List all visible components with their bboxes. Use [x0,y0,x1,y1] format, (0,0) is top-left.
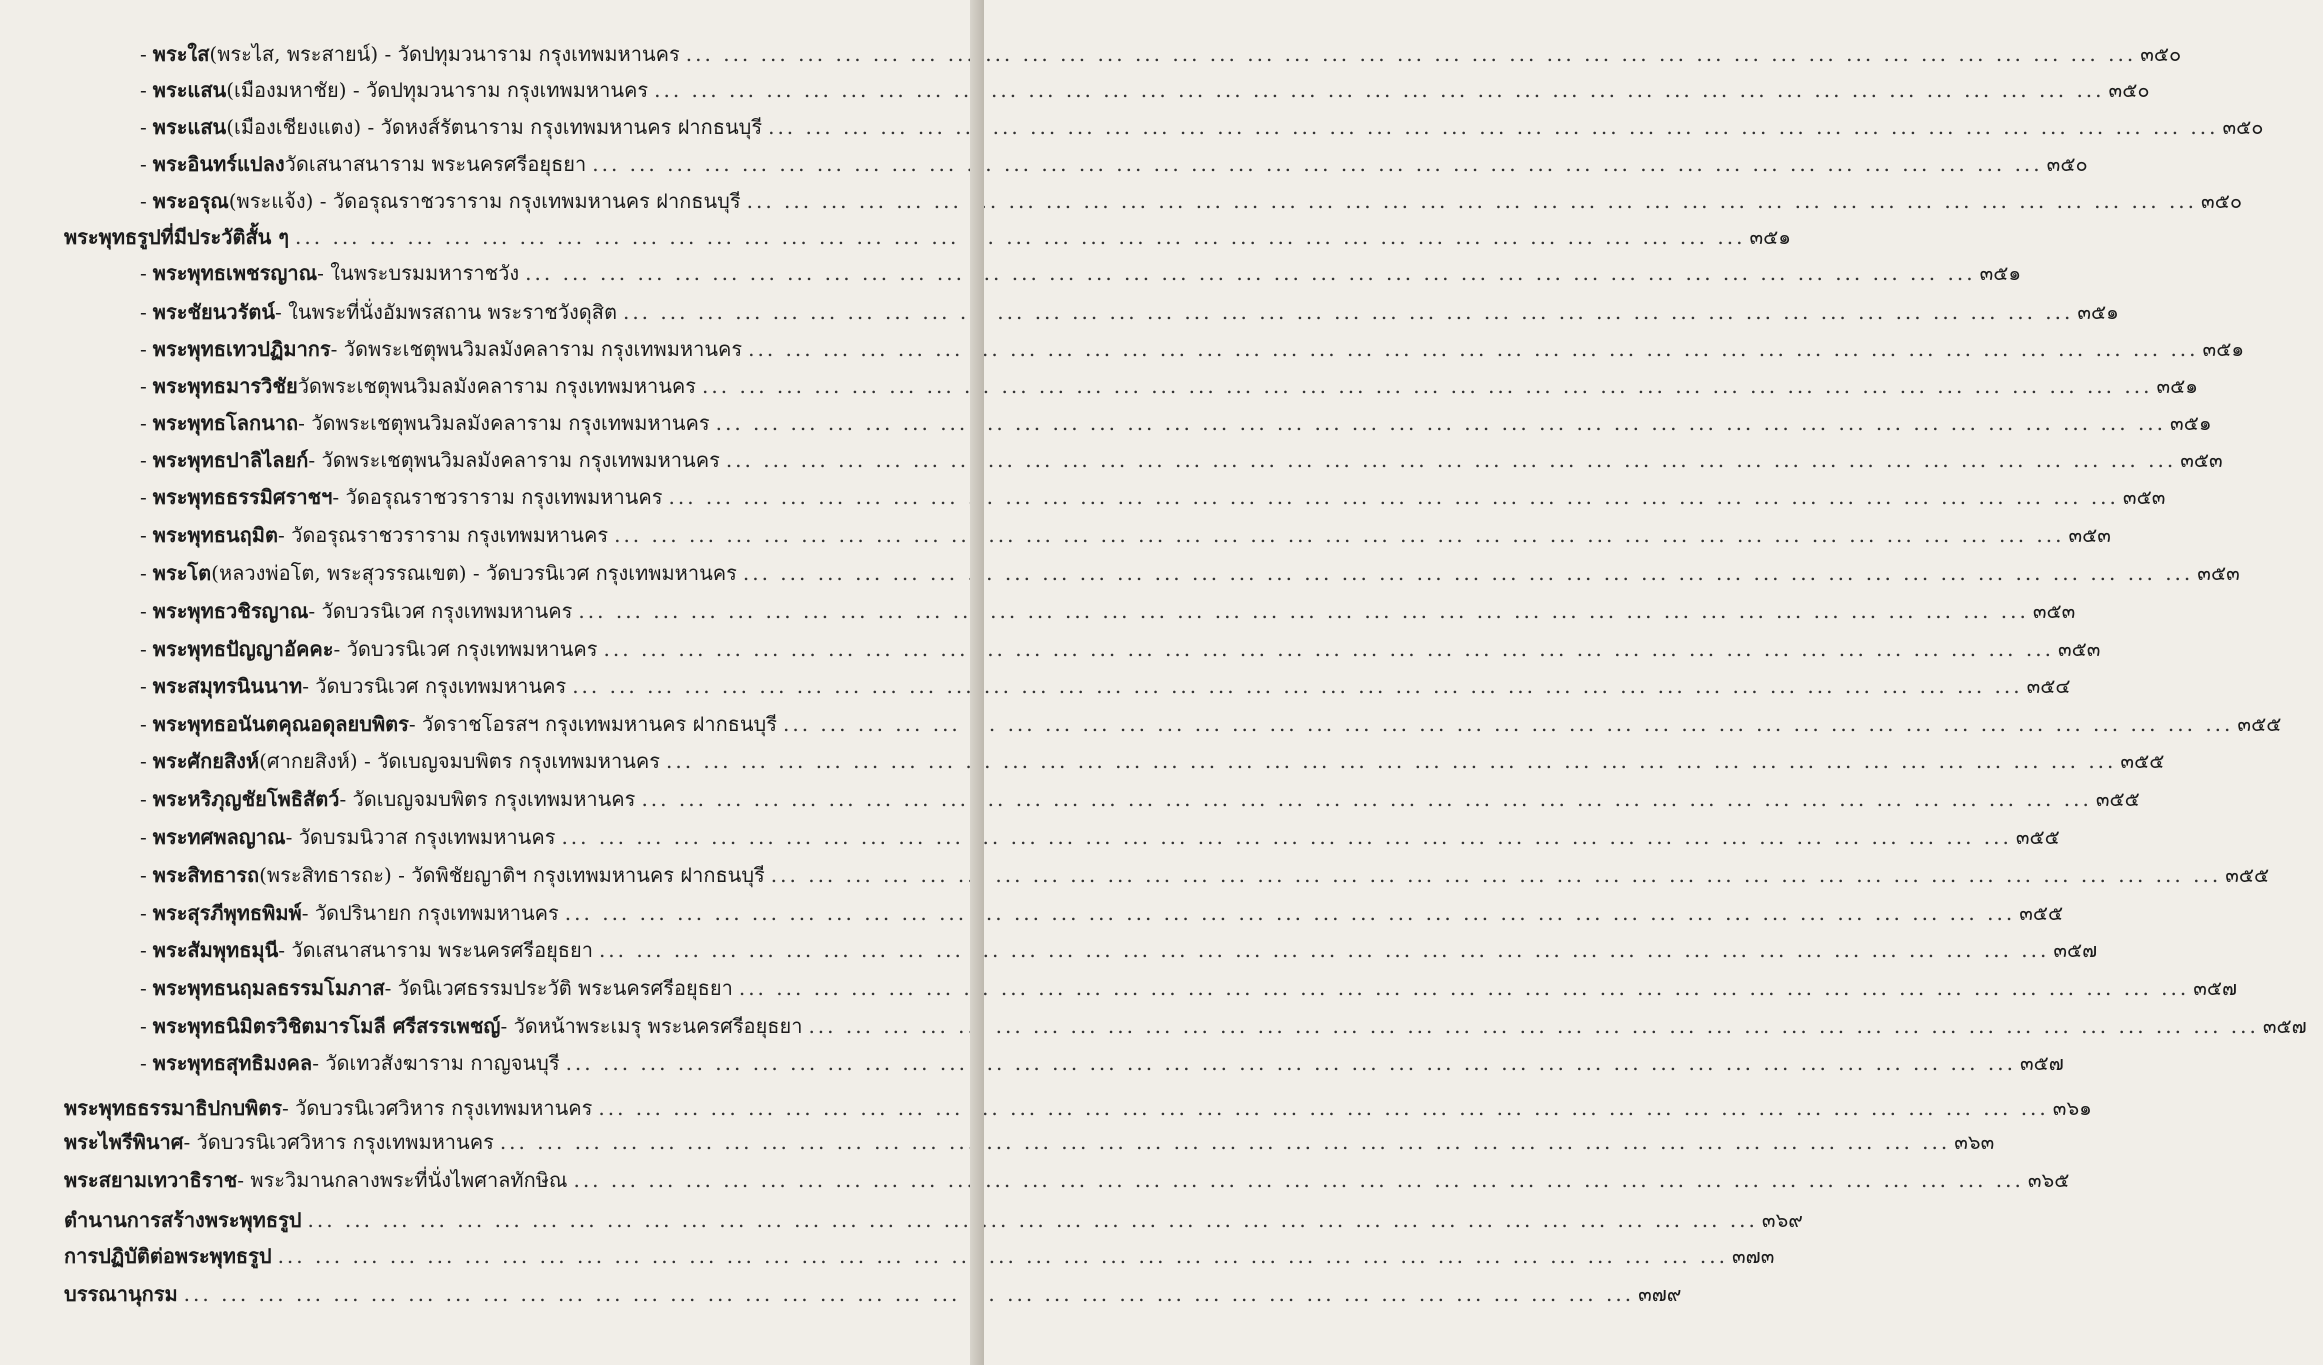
entry-title: พระพุทธวชิรญาณ [152,599,309,623]
bullet-dash: - [140,42,147,66]
dot-leader [716,411,2166,435]
toc-entry[interactable] [0,255,2022,291]
toc-entry[interactable] [0,517,2111,553]
toc-entry[interactable] [0,479,2166,515]
entry-location: (ศากยสิงห์) - วัดเบญจมบพิตร กรุงเทพมหานคร [259,749,660,773]
toc-entry[interactable] [0,781,2140,817]
entry-location: วัดพระเชตุพนวิมลมังคลาราม กรุงเทพมหานคร [297,374,697,398]
toc-entry[interactable] [0,1162,2070,1198]
page-number: ๓๕๕ [2120,749,2165,773]
entry-location: - วัดพระเชตุพนวิมลมังคลาราม กรุงเทพมหานคร [330,337,743,361]
page-number: ๓๕๑ [1979,261,2022,285]
entry-title: พระพุทธสุทธิมงคล [152,1051,313,1075]
page-number: ๓๕๑ [2202,337,2245,361]
page-number: ๓๕๗ [2053,938,2098,962]
page-number: ๓๕๑ [2077,300,2119,324]
page-number: ๓๕๓ [2057,637,2101,661]
dot-leader [686,42,2136,66]
dot-leader [748,337,2198,361]
toc-entry[interactable] [0,932,2098,968]
entry-title: พระสมุทรนินนาท [152,674,303,698]
toc-entry[interactable] [0,668,2071,704]
dot-leader [654,78,2104,102]
entry-title: พระทศพลญาณ [152,825,286,849]
toc-entry[interactable] [0,183,2243,219]
dot-leader [592,152,2042,176]
entry-title: พระไพรีพินาศ [64,1130,184,1154]
bullet-dash: - [140,599,147,623]
dot-leader [573,1168,2023,1192]
entry-location: (พระไส, พระสายน์) - วัดปทุมวนาราม กรุงเทพมหานคร [209,42,680,66]
page-number: ๓๕๓ [2197,561,2240,585]
entry-title: พระอินทร์แปลง [152,152,285,176]
entry-location: - วัดเบญจมบพิตร กรุงเทพมหานคร [339,787,636,811]
dot-leader [743,561,2193,585]
bullet-dash: - [140,523,147,547]
toc-entry[interactable] [0,1276,1682,1312]
dot-leader [668,485,2118,509]
entry-title: พระอรุณ [152,189,229,213]
toc-entry[interactable] [0,36,2182,72]
toc-entry[interactable] [0,368,2198,404]
entry-title: พระแสน [152,78,227,102]
toc-entry[interactable] [0,970,2238,1006]
entry-title: พระพุทธธรรมาธิปกบพิตร [64,1096,282,1120]
entry-title: พระพุทธโลกนาถ [152,411,299,435]
bullet-dash: - [140,411,147,435]
entry-location: - วัดบรมนิวาส กรุงเทพมหานคร [285,825,556,849]
entry-location: (พระแจ้ง) - วัดอรุณราชวราราม กรุงเทพมหานคร ฝากธนบุรี [228,189,741,213]
page-number: ๓๕๗ [2262,1014,2307,1038]
entry-location: - พระวิมานกลางพระที่นั่งไพศาลทักษิณ [237,1168,568,1192]
bullet-dash: - [140,485,147,509]
dot-leader [614,523,2064,547]
entry-location: (หลวงพ่อโต, พระสุวรรณเขต) - วัดบวรนิเวศ กรุงเทพมหานคร [211,561,737,585]
entry-location: - วัดหน้าพระเมรุ พระนครศรีอยุธยา [500,1014,803,1038]
entry-title: พระโต [152,561,212,585]
page-number: ๓๕๕ [2237,712,2282,736]
dot-leader [641,787,2091,811]
page-number: ๓๖๙ [1761,1208,1803,1232]
toc-entry[interactable] [0,1202,1803,1238]
page-number: ๓๕๓ [2180,448,2223,472]
entry-location: - วัดอรุณราชวราราม กรุงเทพมหานคร [277,523,609,547]
entry-title: พระศักยสิงห์ [152,749,260,773]
dot-leader [604,637,2054,661]
bullet-dash: - [140,787,147,811]
toc-entry[interactable] [0,555,2240,591]
dot-leader [500,1130,1950,1154]
dot-leader [747,189,2197,213]
toc-entry[interactable] [0,405,2212,441]
dot-leader [771,863,2221,887]
dot-leader [566,1051,2016,1075]
dot-leader [808,1014,2258,1038]
dot-leader [308,1208,1758,1232]
page-number: ๓๕๕ [2095,787,2140,811]
bullet-dash: - [140,825,147,849]
bullet-dash: - [140,337,147,361]
entry-location: (พระสิทธารถะ) - วัดพิชัยญาติฯ กรุงเทพมหานคร ฝากธนบุรี [259,863,765,887]
toc-entry[interactable] [0,72,2150,108]
dot-leader [739,976,2189,1000]
entry-location: - วัดบวรนิเวศ กรุงเทพมหานคร [302,674,567,698]
dot-leader [184,1282,1634,1306]
dot-leader [598,1096,2048,1120]
dot-leader [702,374,2152,398]
toc-entry[interactable] [0,743,2165,779]
bullet-dash: - [140,712,147,736]
bullet-dash: - [140,901,147,925]
toc-entry[interactable] [0,219,1791,255]
bullet-dash: - [140,189,147,213]
entry-title: พระพุทธปาลิไลยก์ [152,448,309,472]
page-number: ๓๗๙ [1638,1282,1682,1306]
entry-title: พระแสน [152,115,227,139]
dot-leader [561,825,2011,849]
toc-entry[interactable] [0,631,2101,667]
page-number: ๓๕๕ [2225,863,2270,887]
bullet-dash: - [140,561,147,585]
page-number: ๓๕๗ [2193,976,2238,1000]
entry-title: พระสยามเทวาธิราช [64,1168,238,1192]
entry-title: พระพุทธธรรมิศราชฯ [152,485,333,509]
dot-leader [578,599,2028,623]
entry-location: - วัดอรุณราชวราราม กรุงเทพมหานคร [332,485,663,509]
entry-location: - ในพระที่นั่งอัมพรสถาน พระราชวังดุสิต [275,300,617,324]
entry-title: พระพุทธอนันตคุณอดุลยบพิตร [152,712,409,736]
bullet-dash: - [140,448,147,472]
entry-title: พระสุรภีพุทธพิมพ์ [152,901,302,925]
bullet-dash: - [140,115,147,139]
page-number: ๓๖๑ [2052,1096,2092,1120]
bullet-dash: - [140,78,147,102]
entry-title: บรรณานุกรม [64,1282,178,1306]
page-number: ๓๕๔ [2026,674,2071,698]
dot-leader [666,749,2116,773]
toc-entry[interactable] [0,442,2223,478]
entry-title: พระชัยนวรัตน์ [152,300,276,324]
entry-location: - วัดบวรนิเวศวิหาร กรุงเทพมหานคร [183,1130,494,1154]
toc-entry[interactable] [0,1008,2307,1044]
entry-location: - วัดพระเชตุพนวิมลมังคลาราม กรุงเทพมหานคร [308,448,720,472]
entry-title: พระพุทธนิมิตรวิชิตมารโมลี ศรีสรรเพชญ์ [152,1014,501,1038]
toc-entry[interactable] [0,593,2076,629]
entry-location: วัดเสนาสนาราม พระนครศรีอยุธยา [284,152,587,176]
toc-entry[interactable] [0,819,2060,855]
page-number: ๓๕๐ [2140,42,2182,66]
page-number: ๓๕๑ [2156,374,2198,398]
entry-location: - วัดปรินายก กรุงเทพมหานคร [301,901,559,925]
toc-entry[interactable] [0,294,2119,330]
bullet-dash: - [140,637,147,661]
entry-location: - ในพระบรมมหาราชวัง [317,261,520,285]
page-number: ๓๕๓ [2122,485,2166,509]
entry-title: พระหริภุญชัยโพธิสัตว์ [152,787,340,811]
entry-location: - วัดบวรนิเวศ กรุงเทพมหานคร [333,637,598,661]
page-number: ๓๕๐ [2222,115,2264,139]
page-number: ๓๕๑ [1749,225,1791,249]
toc-entry[interactable] [0,895,2064,931]
page-number: ๓๕๓ [2068,523,2111,547]
dot-leader [278,1244,1728,1268]
page-number: ๓๕๐ [2201,189,2243,213]
toc-entry[interactable] [0,331,2245,367]
entry-location: - วัดเสนาสนาราม พระนครศรีอยุธยา [278,938,593,962]
entry-title: พระพุทธมารวิชัย [152,374,298,398]
entry-title: ตำนานการสร้างพระพุทธรูป [64,1208,302,1232]
entry-location: - วัดราชโอรสฯ กรุงเทพมหานคร ฝากธนบุรี [408,712,777,736]
entry-location: (เมืองมหาชัย) - วัดปทุมวนาราม กรุงเทพมหานคร [226,78,649,102]
bullet-dash: - [140,261,147,285]
dot-leader [623,300,2073,324]
dot-leader [783,712,2233,736]
bullet-dash: - [140,674,147,698]
toc-entry[interactable] [0,706,2282,742]
entry-title: พระใส [152,42,210,66]
entry-title: พระพุทธรูปที่มีประวัติสั้น ๆ [64,225,290,249]
bullet-dash: - [140,1051,147,1075]
page-number: ๓๕๐ [2046,152,2088,176]
toc-entry[interactable] [0,1238,1775,1274]
bullet-dash: - [140,152,147,176]
page-number: ๓๕๕ [2019,901,2064,925]
page-number: ๓๕๐ [2108,78,2150,102]
toc-entry[interactable] [0,1124,1995,1160]
page-number: ๓๗๓ [1731,1244,1775,1268]
entry-title: พระพุทธเพชรญาณ [152,261,318,285]
dot-leader [726,448,2176,472]
toc-entry[interactable] [0,146,2088,182]
entry-title: พระสิทธารถ [152,863,260,887]
bullet-dash: - [140,863,147,887]
bullet-dash: - [140,374,147,398]
toc-entry[interactable] [0,109,2264,145]
entry-location: (เมืองเชียงแตง) - วัดหงส์รัตนาราม กรุงเทพมหานคร ฝากธนบุรี [226,115,763,139]
dot-leader [295,225,1745,249]
page-number: ๓๕๑ [2170,411,2212,435]
toc-entry[interactable] [0,1090,2092,1126]
entry-title: พระพุทธเทวปฏิมากร [152,337,331,361]
dot-leader [565,901,2015,925]
dot-leader [572,674,2022,698]
entry-title: พระพุทธปัญญาอัคคะ [152,637,334,661]
entry-title: พระสัมพุทธมุนี [152,938,279,962]
entry-title: พระพุทธนฤมลธรรมโมภาส [152,976,385,1000]
bullet-dash: - [140,938,147,962]
dot-leader [599,938,2049,962]
dot-leader [768,115,2218,139]
page-number: ๓๖๓ [1954,1130,1995,1154]
dot-leader [525,261,1975,285]
page-number: ๓๕๕ [2015,825,2060,849]
toc-entry[interactable] [0,857,2270,893]
entry-title: การปฏิบัติต่อพระพุทธรูป [64,1244,272,1268]
entry-location: - วัดบวรนิเวศ กรุงเทพมหานคร [308,599,573,623]
entry-location: - วัดพระเชตุพนวิมลมังคลาราม กรุงเทพมหานคร [298,411,710,435]
bullet-dash: - [140,1014,147,1038]
entry-location: - วัดนิเวศธรรมประวัติ พระนครศรีอยุธยา [384,976,733,1000]
entry-location: - วัดเทวสังฆาราม กาญจนบุรี [312,1051,560,1075]
bullet-dash: - [140,976,147,1000]
page-number: ๓๕๓ [2032,599,2076,623]
entry-title: พระพุทธนฤมิต [152,523,278,547]
bullet-dash: - [140,749,147,773]
page-number: ๓๖๕ [2027,1168,2070,1192]
entry-location: - วัดบวรนิเวศวิหาร กรุงเทพมหานคร [281,1096,593,1120]
page-edge [970,0,984,1365]
toc-entry[interactable] [0,1045,2064,1081]
page-number: ๓๕๗ [2019,1051,2064,1075]
bullet-dash: - [140,300,147,324]
